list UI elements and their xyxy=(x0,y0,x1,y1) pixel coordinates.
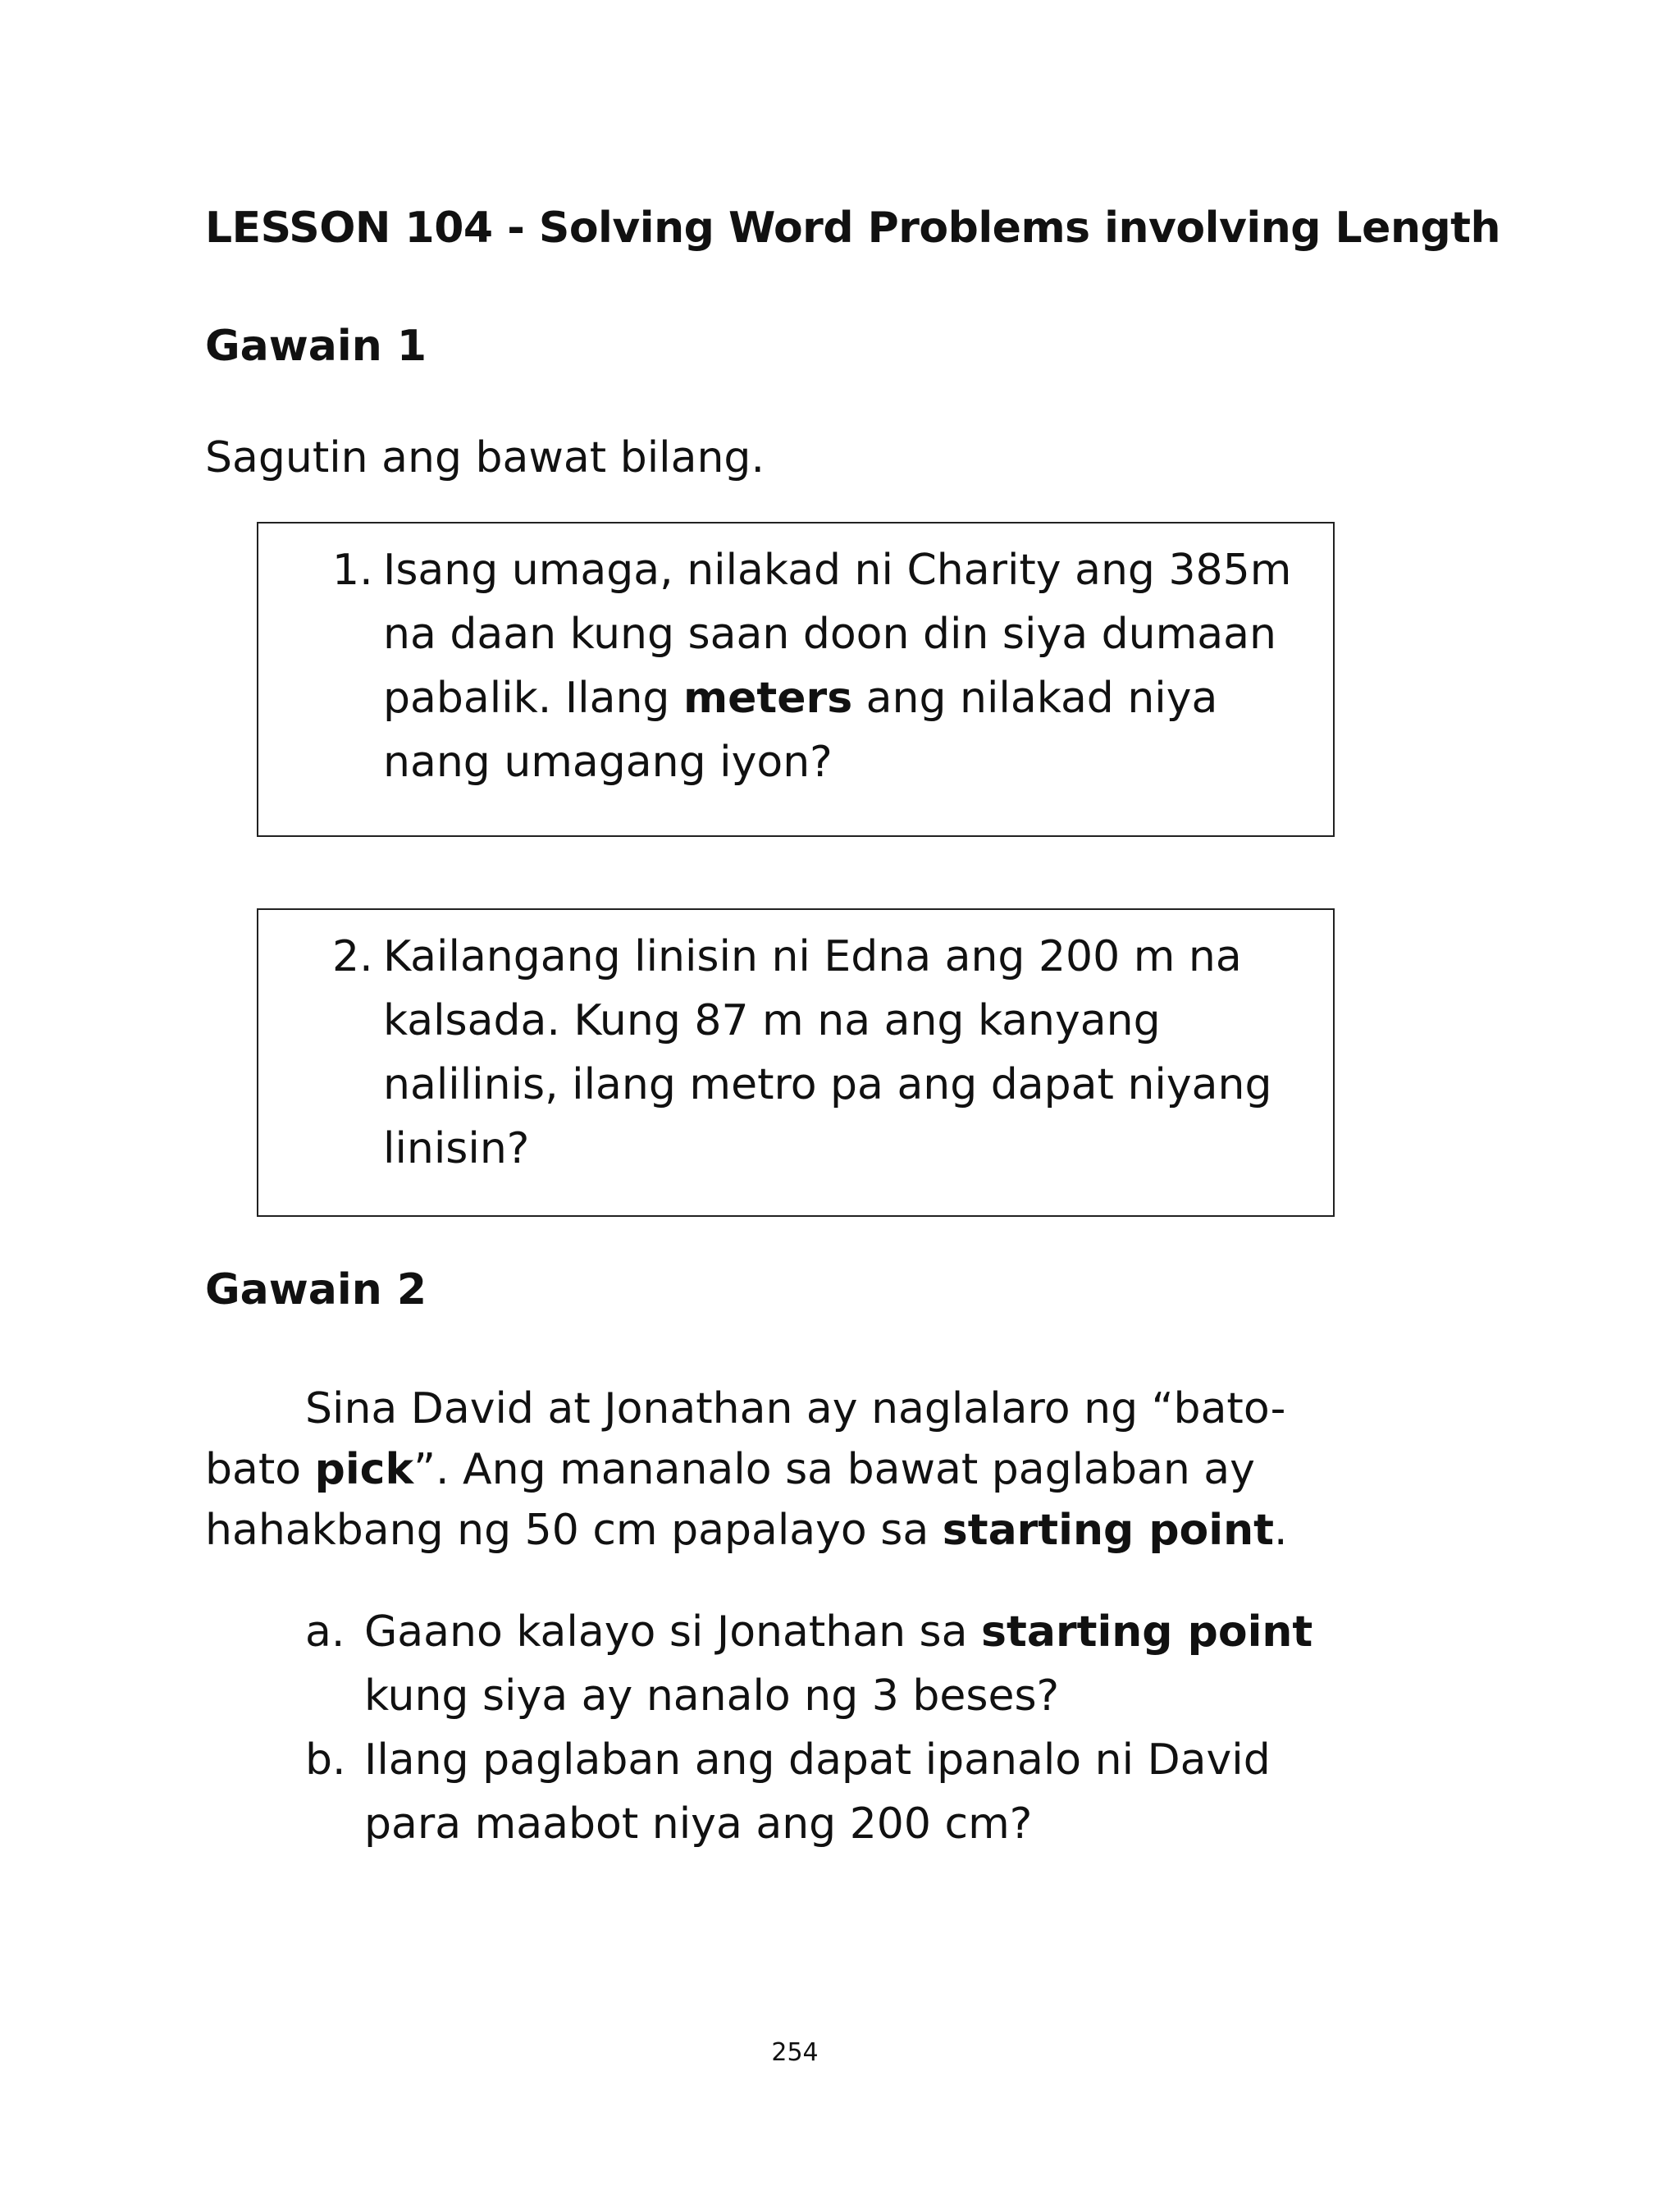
problem-text-bold: meters xyxy=(682,674,853,723)
problem-box-1 xyxy=(257,522,1335,837)
problem-text: Kailangang linisin ni Edna ang 200 m na kalsada. Kung 87 m na ang kanyang nalilinis, ilang metro pa ang dapat niyang linisin? xyxy=(383,932,1272,1173)
paragraph-part: Sina David at Jonathan ay naglalaro ng “bato-bato xyxy=(205,1384,1286,1494)
problem-text xyxy=(383,538,1326,794)
problem-number: 1. xyxy=(332,546,373,595)
page-number: 254 xyxy=(771,2038,819,2067)
paragraph-bold: pick xyxy=(314,1445,414,1494)
item-marker: a. xyxy=(305,1607,345,1657)
item-text-part: Gaano kalayo si Jonathan sa xyxy=(364,1607,982,1657)
problem-text-part: ang nilakad niya nang umagang iyon? xyxy=(383,674,1218,787)
item-marker: b. xyxy=(305,1735,346,1785)
gawain-2-heading: Gawain 2 xyxy=(205,1265,427,1314)
gawain-1-heading: Gawain 1 xyxy=(205,322,427,371)
problem-box-2 xyxy=(257,908,1335,1217)
paragraph-bold: starting point xyxy=(942,1506,1274,1555)
item-text-bold: starting point xyxy=(981,1607,1313,1657)
paragraph-part: ”. Ang mananalo sa bawat paglaban ay hahakbang ng 50 cm papalayo sa xyxy=(205,1445,1255,1555)
problem-text-part: Isang umaga, nilakad ni Charity ang 385m na daan kung saan doon din siya dumaan pabalik. Ilang xyxy=(383,546,1292,723)
question-list xyxy=(305,1600,1372,1856)
instruction-text: Sagutin ang bawat bilang. xyxy=(205,433,765,482)
item-text: Ilang paglaban ang dapat ipanalo ni David para maabot niya ang 200 cm? xyxy=(364,1735,1271,1849)
paragraph-part: . xyxy=(1273,1506,1288,1555)
item-text-part: kung siya ay nanalo ng 3 beses? xyxy=(364,1671,1060,1721)
story-paragraph xyxy=(205,1378,1378,1561)
problem-number: 2. xyxy=(332,932,373,981)
lesson-title: LESSON 104 - Solving Word Problems involving Length xyxy=(205,203,1501,253)
list-item xyxy=(305,1600,1372,1728)
item-text xyxy=(364,1607,1312,1721)
list-item xyxy=(305,1728,1372,1856)
